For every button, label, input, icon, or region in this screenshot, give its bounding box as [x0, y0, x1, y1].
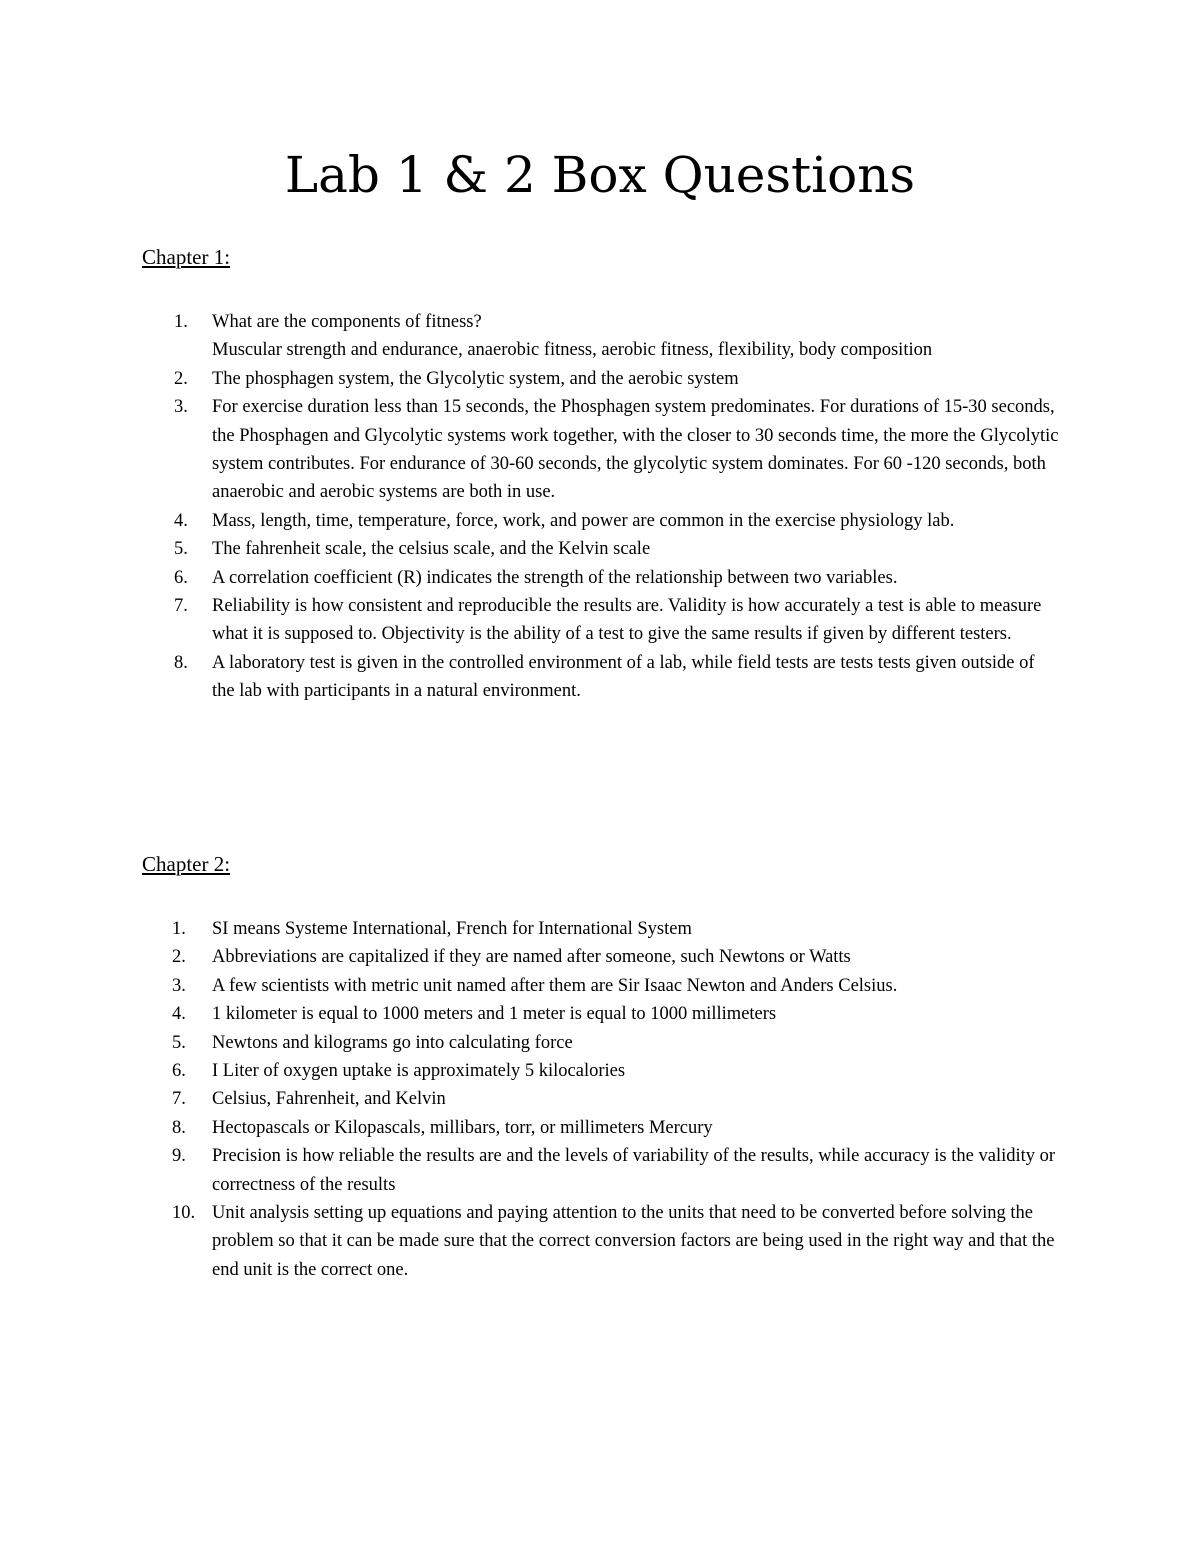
list-item — [0, 365, 1200, 393]
chapter-2-list — [0, 915, 1200, 1284]
item-number: 6. — [174, 567, 188, 588]
item-text: Mass, length, time, temperature, force, work, and power are common in the exercise physiology lab. — [212, 510, 955, 531]
item-number: 10. — [172, 1203, 196, 1224]
item-text: Hectopascals or Kilopascals, millibars, torr, or millimeters Mercury — [212, 1117, 713, 1138]
item-text: Reliability is how consistent and reproducible the results are. Validity is how accurately a test is able to measure what it is supposed to. Objectivity is the ability of a test to give the same results if given by different testers. — [212, 596, 1042, 645]
item-text: The phosphagen system, the Glycolytic system, and the aerobic system — [212, 368, 739, 389]
item-number: 1. — [172, 919, 186, 939]
list-item — [0, 592, 1200, 649]
item-number: 6. — [172, 1061, 186, 1082]
list-item — [0, 393, 1200, 507]
list-item — [0, 564, 1200, 592]
item-number: 7. — [174, 596, 188, 617]
list-item — [0, 1000, 1200, 1028]
item-text: A laboratory test is given in the controlled environment of a lab, while field tests are tests tests given outside of the lab with participants in a natural environment. — [212, 652, 1035, 702]
list-item — [0, 1114, 1200, 1142]
item-text: SI means Systeme International, French for International System — [212, 919, 692, 939]
item-text: A few scientists with metric unit named after them are Sir Isaac Newton and Anders Celsius. — [212, 975, 898, 996]
item-number: 8. — [172, 1117, 186, 1138]
item-number: 2. — [174, 368, 188, 389]
item-number: 8. — [174, 652, 188, 673]
chapter-2-heading: Chapter 2: — [142, 852, 231, 876]
list-item — [0, 1085, 1200, 1113]
item-text: For exercise duration less than 15 seconds, the Phosphagen system predominates. For durations of 15-30 seconds, the Phosphagen and Glycolytic systems work together, with the closer to 30 seconds time, the more the Glycolytic system contributes. For endurance of 30-60 seconds, the glycolytic system dominates. For 60 -120 seconds, both anaerobic and aerobic systems are both in use. — [212, 397, 1059, 503]
document-title: Lab 1 & 2 Box Questions — [284, 146, 916, 204]
item-number: 5. — [174, 539, 188, 560]
item-text: What are the components of fitness? — [212, 312, 482, 332]
list-item — [0, 308, 1200, 365]
list-item — [0, 649, 1200, 706]
item-number: 9. — [172, 1146, 186, 1167]
list-item — [0, 507, 1200, 535]
item-text: Celsius, Fahrenheit, and Kelvin — [212, 1089, 446, 1110]
item-text: Abbreviations are capitalized if they are named after someone, such Newtons or Watts — [212, 947, 851, 968]
list-item — [0, 535, 1200, 563]
item-number: 5. — [172, 1032, 186, 1053]
list-item — [0, 1057, 1200, 1085]
item-number: 4. — [174, 510, 188, 531]
item-text: 1 kilometer is equal to 1000 meters and 1 meter is equal to 1000 millimeters — [212, 1004, 777, 1025]
list-item — [0, 943, 1200, 971]
list-item — [0, 972, 1200, 1000]
list-item — [0, 1142, 1200, 1199]
list-item — [0, 915, 1200, 943]
item-text: The fahrenheit scale, the celsius scale, and the Kelvin scale — [212, 539, 651, 560]
item-number: 4. — [172, 1004, 186, 1025]
chapter-1-list — [0, 308, 1200, 706]
item-text: Newtons and kilograms go into calculating force — [212, 1032, 573, 1053]
list-item — [0, 1029, 1200, 1057]
list-item — [0, 1199, 1200, 1284]
item-number: 1. — [174, 312, 188, 332]
item-answer: Muscular strength and endurance, anaerobic fitness, aerobic fitness, flexibility, body composition — [212, 340, 933, 361]
item-number: 7. — [172, 1089, 186, 1110]
item-number: 3. — [172, 975, 186, 996]
item-number: 3. — [174, 397, 188, 418]
item-text: A correlation coefficient (R) indicates the strength of the relationship between two variables. — [212, 567, 898, 588]
item-text: Unit analysis setting up equations and paying attention to the units that need to be converted before solving the problem so that it can be made sure that the correct conversion factors are being used in the right way and that the end unit is the correct one. — [212, 1203, 1055, 1280]
item-text: I Liter of oxygen uptake is approximately 5 kilocalories — [212, 1061, 626, 1082]
item-number: 2. — [172, 947, 186, 968]
chapter-1-heading: Chapter 1: — [142, 245, 231, 269]
item-text: Precision is how reliable the results are and the levels of variability of the results, while accuracy is the validity or correctness of the results — [212, 1146, 1056, 1195]
